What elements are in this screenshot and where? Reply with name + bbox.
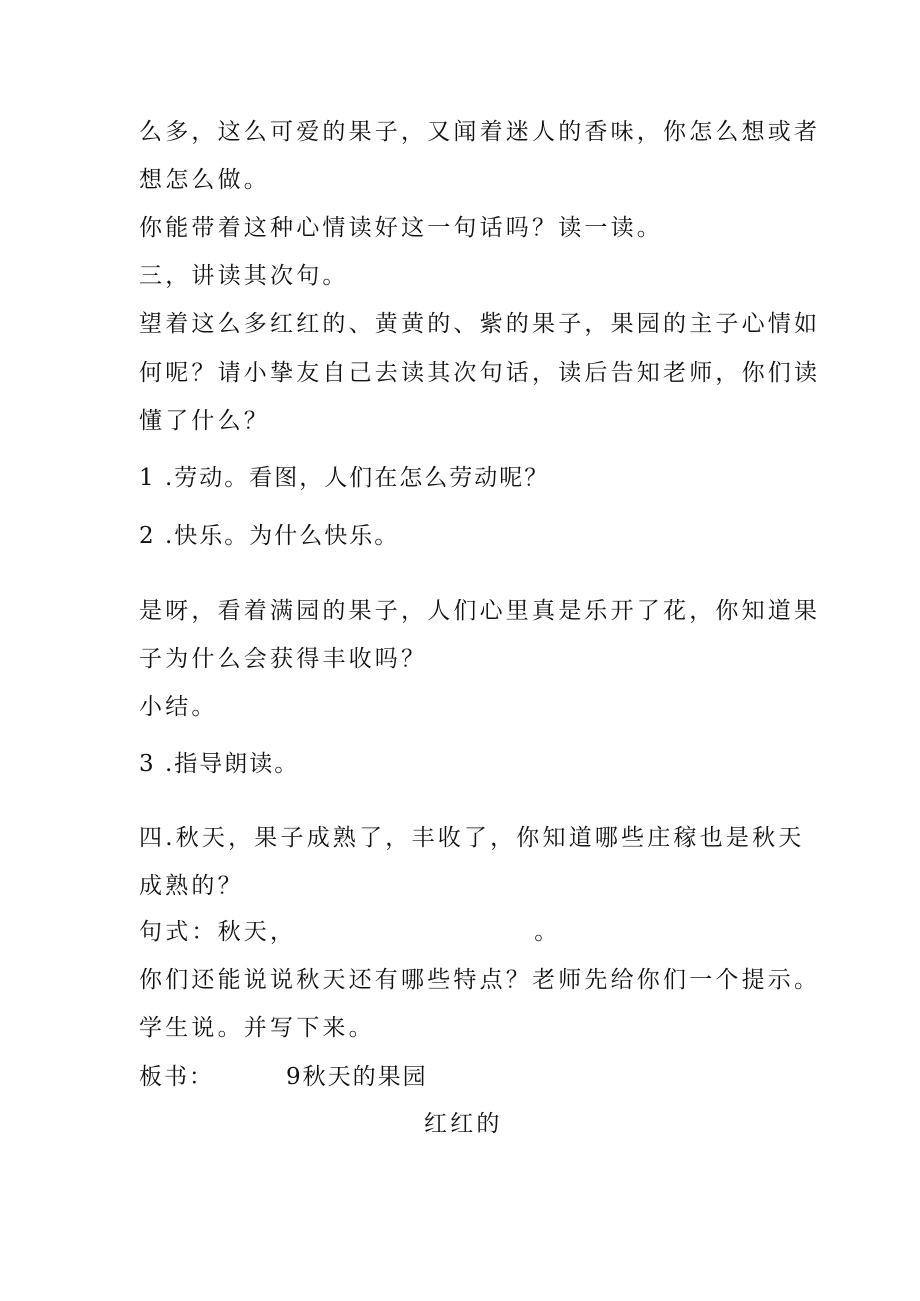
text-line: 成熟的？ [139, 873, 244, 899]
section-heading: 三，讲读其次句。 [139, 263, 349, 289]
sentence-pattern-suffix: 。 [534, 919, 561, 945]
text-line: 你们还能说说秋天还有哪些特点？老师先给你们一个提示。 [139, 967, 821, 993]
section-heading: 四.秋天，果子成熟了，丰收了，你知道哪些庄稼也是秋天 [139, 825, 805, 851]
list-item: 2 .快乐。为什么快乐。 [139, 523, 400, 549]
text-line: 你能带着这种心情读好这一句话吗？读一读。 [139, 215, 663, 241]
list-item: 1 .劳动。看图，人们在怎么劳动呢？ [139, 465, 550, 491]
text-line: 学生说。并写下来。 [139, 1015, 375, 1041]
text-line: 何呢？请小挚友自己去读其次句话，读后告知老师，你们读 [139, 360, 821, 386]
text-line: 懂了什么？ [139, 408, 270, 434]
text-line: 是呀，看着满园的果子，人们心里真是乐开了花，你知道果 [139, 598, 821, 624]
board-title: 9秋天的果园 [286, 1064, 428, 1090]
text-line: 想怎么做。 [139, 167, 270, 193]
text-line: 小结。 [139, 694, 218, 720]
board-label: 板书： [139, 1064, 214, 1090]
text-line: 么多，这么可爱的果子，又闻着迷人的香味，你怎么想或者 [139, 119, 821, 145]
text-line: 望着这么多红红的、黄黄的、紫的果子，果园的主子心情如 [139, 311, 821, 337]
board-notes [139, 1063, 428, 1091]
board-item: 红红的 [424, 1111, 503, 1137]
sentence-pattern-prefix: 句式：秋天， [139, 919, 297, 945]
sentence-pattern [139, 918, 560, 946]
list-item: 3 .指导朗读。 [139, 751, 300, 777]
text-line: 子为什么会获得丰收吗？ [139, 646, 428, 672]
